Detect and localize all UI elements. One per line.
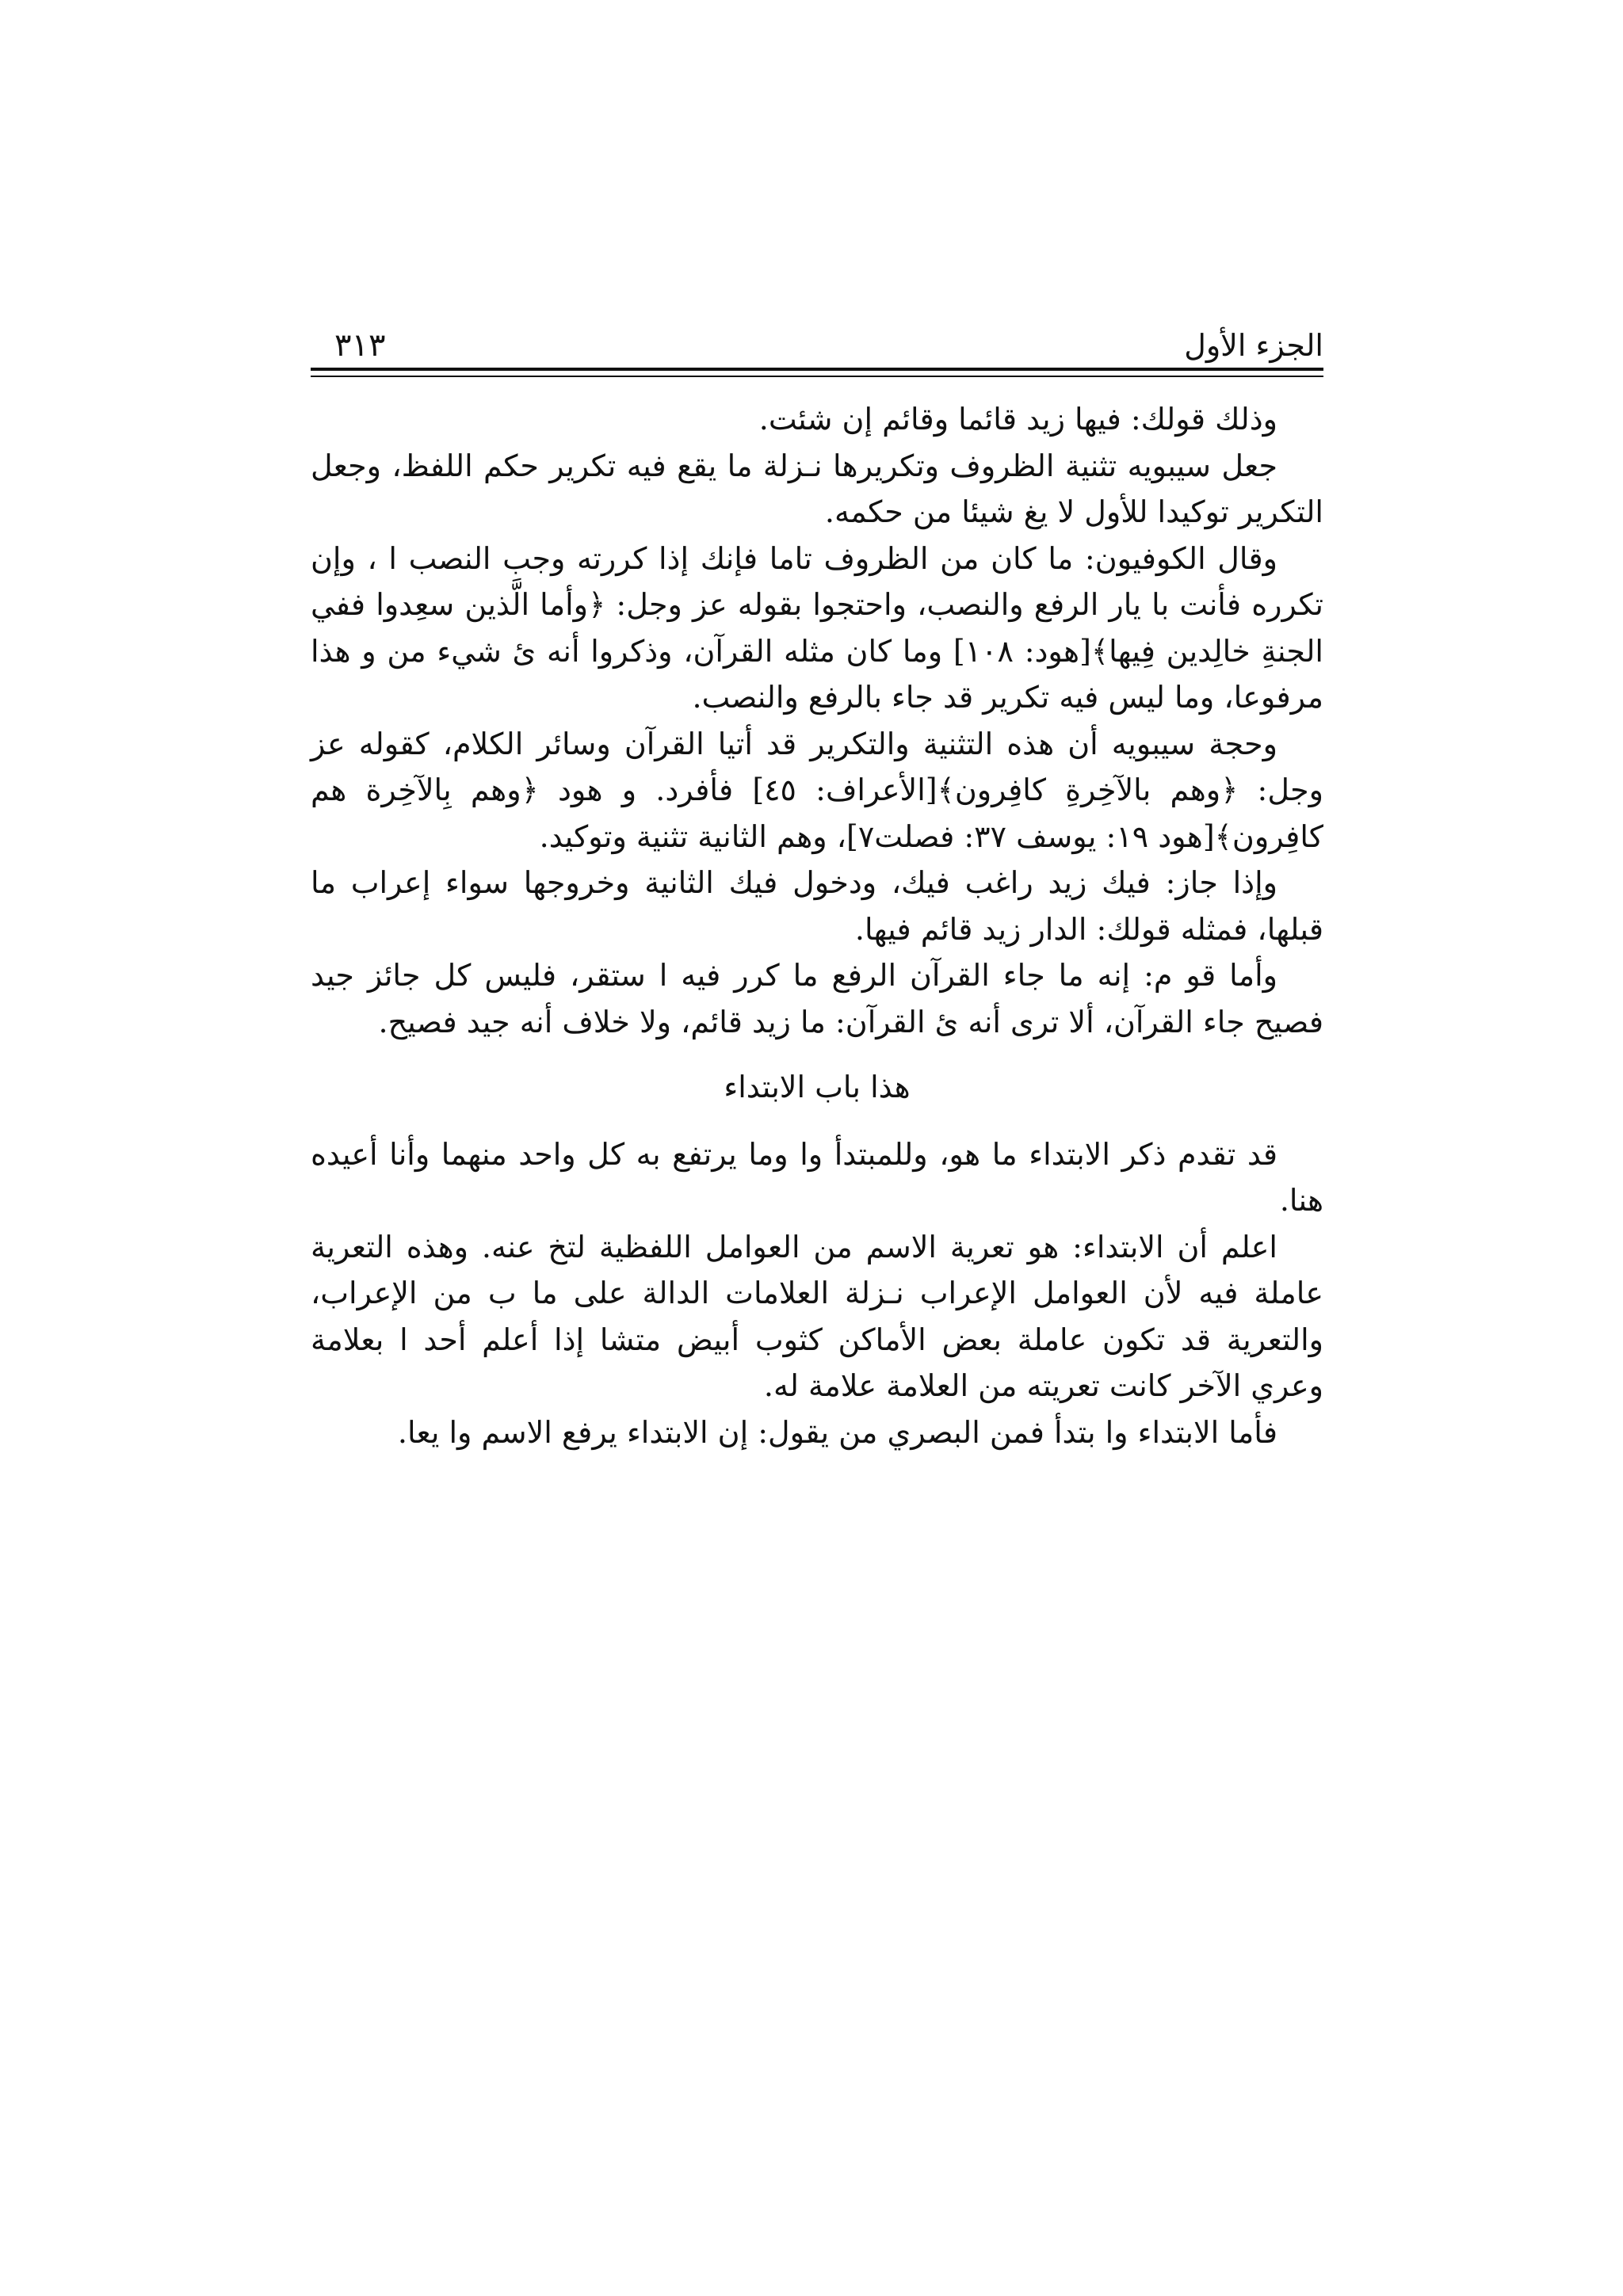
paragraph: وذلك قولك: فيها زيد قائما وقائم إن شئت. <box>758 402 1277 437</box>
header-rule-thin <box>311 376 1323 377</box>
paragraph: قد تقدم ذكر الابتداء ما هو، وللمبتدأ وا وما يرتفع به كل واحد منهما وأنا أعيده هنا. <box>311 1136 1323 1218</box>
page-header <box>311 323 1323 368</box>
paragraph: جعل سيبويه تثنية الظروف وتكريرها نـزلة ما يقع فيه تكرير حكم اللفظ، وجعل التكرير توكيدا للأول لا يغ شيئا من حكمه. <box>311 448 1323 529</box>
section-heading: هذا باب الابتداء <box>724 1070 911 1104</box>
paragraph: اعلم أن الابتداء: هو تعرية الاسم من العوامل اللفظية لتخ عنه. وهذه التعرية عاملة فيه لأن العوامل الإعراب نـزلة العلامات الدالة على ما ب من الإعراب، والتعرية قد تكون عاملة بعض الأماكن كثوب أبيض متشا إذا أعلم أحد ا بعلامة وعري الآخر كانت تعريته من العلامة علامة له. <box>311 1229 1323 1403</box>
paragraph: وأما قو م: إنه ما جاء القرآن الرفع ما كرر فيه ا ستقر، فليس كل جائز جيد فصيح جاء القرآن، ألا ترى أنه ئ القرآن: ما زيد قائم، ولا خلاف أنه جيد فصيح. <box>311 958 1323 1039</box>
page-body <box>311 396 1323 1455</box>
paragraph: وقال الكوفيون: ما كان من الظروف تاما فإنك إذا كررته وجب النصب ا ، وإن تكرره فأنت با يار الرفع والنصب، واحتجوا بقوله عز وجل: ﴿وأما الَّذين سعِدوا ففي الجنةِ خالِدين فِيها﴾[هود: ١٠٨] وما كان مثله القرآن، وذكروا أنه ئ شيء من و هذا مرفوعا، وما ليس فيه تكرير قد جاء بالرفع والنصب. <box>311 540 1323 715</box>
header-rule-thick <box>311 368 1323 371</box>
paragraph: وإذا جاز: فيك زيد راغب فيك، ودخول فيك الثانية وخروجها سواء إعراب ما قبلها، فمثله قولك: الدار زيد قائم فيها. <box>311 865 1323 947</box>
paragraph: فأما الابتداء وا بتدأ فمن البصري من يقول: إن الابتداء يرفع الاسم وا يعا. <box>397 1414 1277 1450</box>
paragraph: وحجة سيبويه أن هذه التثنية والتكرير قد أتيا القرآن وسائر الكلام، كقوله عز وجل: ﴿وهم بالآخِرةِ كافِرون﴾[الأعراف: ٤٥] فأفرد. و هود ﴿وهم بِالآخِرة هم كافِرون﴾[هود ١٩: يوسف ٣٧: فصلت٧]، وهم الثانية تثنية وتوكيد. <box>311 726 1323 854</box>
page-number: ٣١٣ <box>334 327 386 364</box>
running-header-title: الجزء الأول <box>1184 328 1323 363</box>
